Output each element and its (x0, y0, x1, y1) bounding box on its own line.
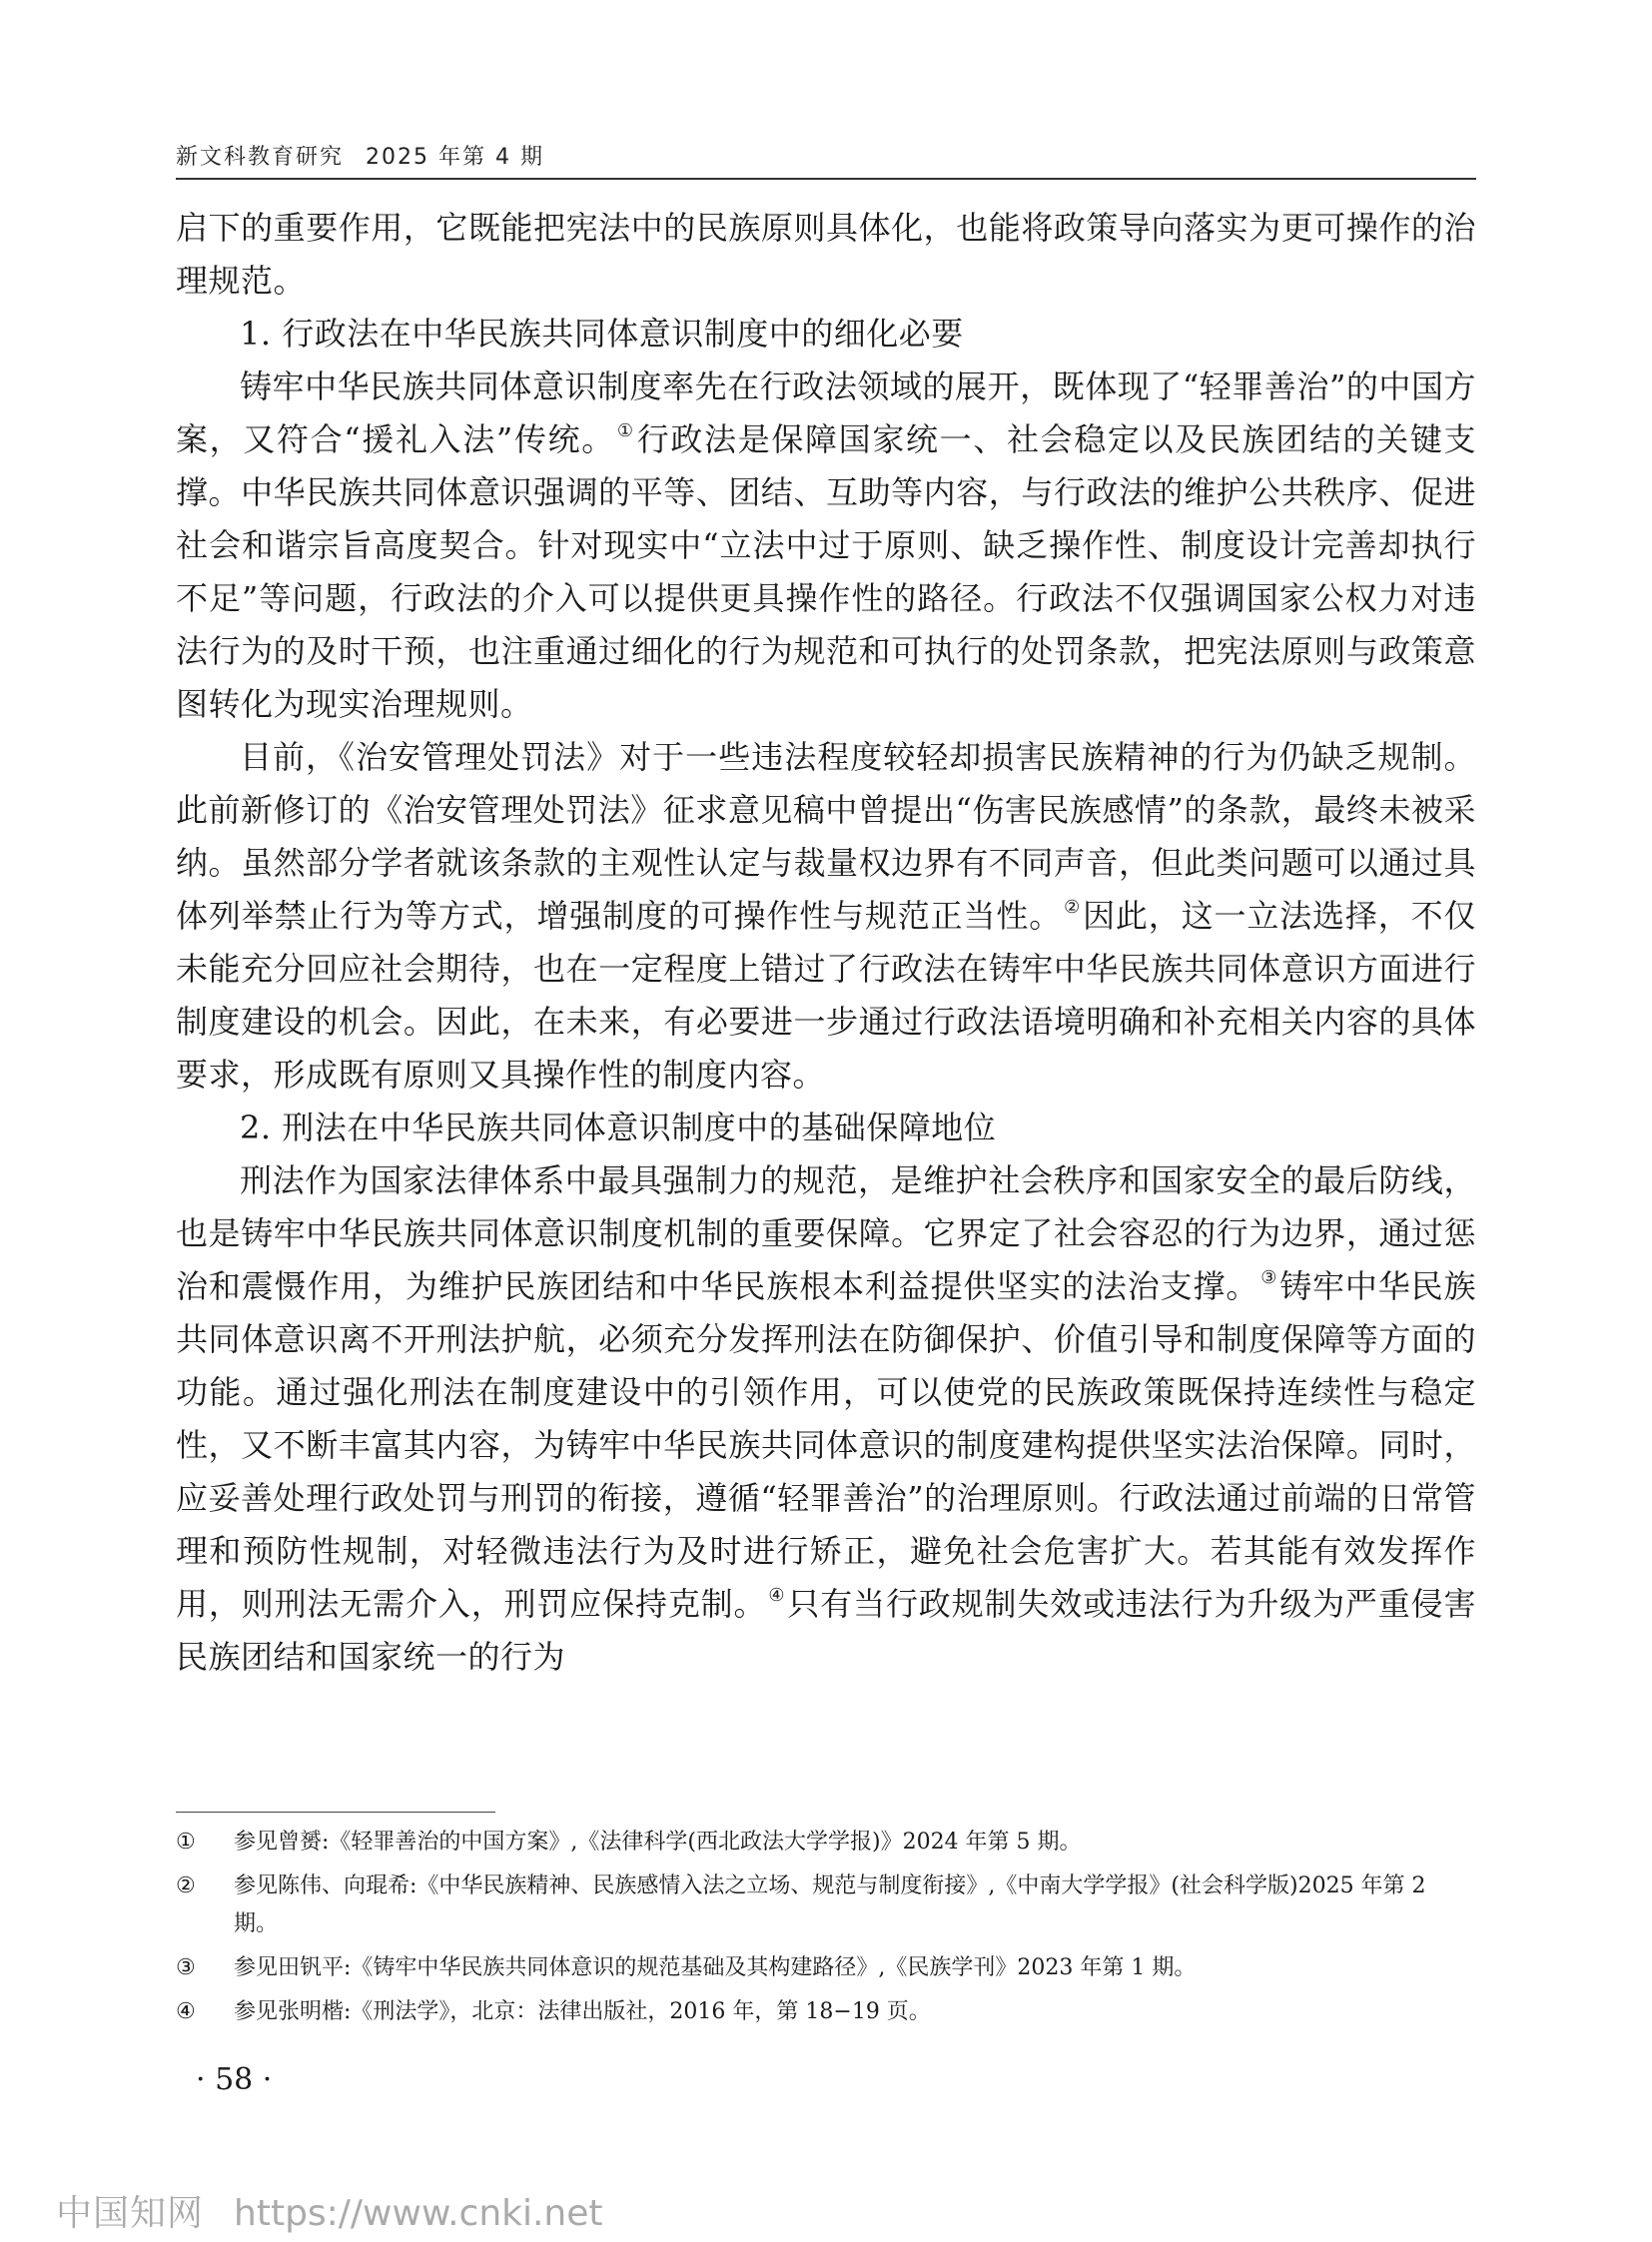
paragraph: 铸牢中华民族共同体意识制度率先在行政法领域的展开，既体现了“轻罪善治”的中国方案，又符合“援礼入法”传统。 ①行政法是保障国家统一、社会稳定以及民族团结的关键支撑。中华民族共同体意识强调的平等、团结、互助等内容，与行政法的维护公共秩序、促进社会和谐宗旨高度契合。针对现实中“立法中过于原则、缺乏操作性、制度设计完善却执行不足”等问题，行政法的介入可以提供更具操作性的路径。行政法不仅强调国家公权力对违法行为的及时干预，也注重通过细化的行为规范和可执行的处罚条款，把宪法原则与政策意图转化为现实治理规则。 (176, 368, 1476, 723)
footnote-number: ① (176, 1830, 196, 1855)
cnki-logo: 中国知网 (56, 2193, 205, 2234)
cnki-url[interactable]: https://www.cnki.net (234, 2193, 603, 2234)
footnote-item (176, 1993, 1476, 2031)
footnote-number: ③ (176, 1955, 196, 1980)
footnote-text: 参见田钒平:《铸牢中华民族共同体意识的规范基础及其构建路径》,《民族学刊》2023 年第 1 期。 (234, 1955, 1197, 1980)
cnki-watermark (56, 2185, 603, 2236)
footnote-item (176, 1824, 1476, 1862)
footnote-text: 参见张明楷:《刑法学》，北京：法律出版社，2016 年，第 18−19 页。 (234, 1999, 931, 2024)
footnote-number: ④ (176, 1999, 196, 2024)
footnote-text: 参见陈伟、向琨希:《中华民族精神、民族感情入法之立场、规范与制度衔接》,《中南大学学报》(社会科学版)2025 年第 2 期。 (234, 1873, 1426, 1936)
footnote-ref[interactable]: ④ (768, 1585, 786, 1606)
issue-label: 2025 年第 4 期 (366, 145, 544, 170)
running-header (176, 140, 544, 171)
footnote-item (176, 1949, 1476, 1987)
paragraph: 刑法作为国家法律体系中最具强制力的规范，是维护社会秩序和国家安全的最后防线，也是铸牢中华民族共同体意识制度机制的重要保障。它界定了社会容忍的行为边界，通过惩治和震慑作用，为维护民族团结和中华民族根本利益提供坚实的法治支撑。 ③铸牢中华民族共同体意识离不开刑法护航，必须充分发挥刑法在防御保护、价值引导和制度保障等方面的功能。通过强化刑法在制度建设中的引领作用，可以使党的民族政策既保持连续性与稳定性，又不断丰富其内容，为铸牢中华民族共同体意识的制度建构提供坚实法治保障。同时，应妥善处理行政处罚与刑罚的衔接，遵循“轻罪善治”的治理原则。行政法通过前端的日常管理和预防性规制，对轻微违法行为及时进行矫正，避免社会危害扩大。若其能有效发挥作用，则刑法无需介入，刑罚应保持克制。 ④只有当行政规制失效或违法行为升级为严重侵害民族团结和国家统一的行为 (176, 1161, 1476, 1676)
footnote-item (176, 1868, 1476, 1943)
journal-name: 新文科教育研究 (176, 145, 345, 170)
header-rule (176, 178, 1476, 180)
footnotes (176, 1824, 1476, 2037)
footnote-text: 参见曾赟:《轻罪善治的中国方案》,《法律科学(西北政法大学学报)》2024 年第 5 期。 (234, 1830, 1082, 1855)
main-text (176, 202, 1476, 1684)
paragraph: 目前，《治安管理处罚法》对于一些违法程度较轻却损害民族精神的行为仍缺乏规制。此前新修订的《治安管理处罚法》征求意见稿中曾提出“伤害民族感情”的条款，最终未被采纳。虽然部分学者就该条款的主观性认定与裁量权边界有不同声音，但此类问题可以通过具体列举禁止行为等方式，增强制度的可操作性与规范正当性。 ②因此，这一立法选择，不仅未能充分回应社会期待，也在一定程度上错过了行政法在铸牢中华民族共同体意识方面进行制度建设的机会。因此，在未来，有必要进一步通过行政法语境明确和补充相关内容的具体要求，形成既有原则又具操作性的制度内容。 (176, 738, 1476, 1094)
footnote-ref[interactable]: ② (1064, 897, 1082, 918)
footnote-number: ② (176, 1873, 196, 1898)
paragraph: 启下的重要作用，它既能把宪法中的民族原则具体化，也能将政策导向落实为更可操作的治理规范。 (176, 209, 1476, 300)
page-number: · 58 · (196, 2062, 273, 2097)
section-heading: 1. 行政法在中华民族共同体意识制度中的细化必要 (240, 315, 964, 353)
footnote-ref[interactable]: ① (616, 420, 635, 441)
footnote-rule (176, 1812, 495, 1813)
footnote-ref[interactable]: ③ (1260, 1267, 1278, 1288)
section-heading: 2. 刑法在中华民族共同体意识制度中的基础保障地位 (240, 1109, 997, 1146)
